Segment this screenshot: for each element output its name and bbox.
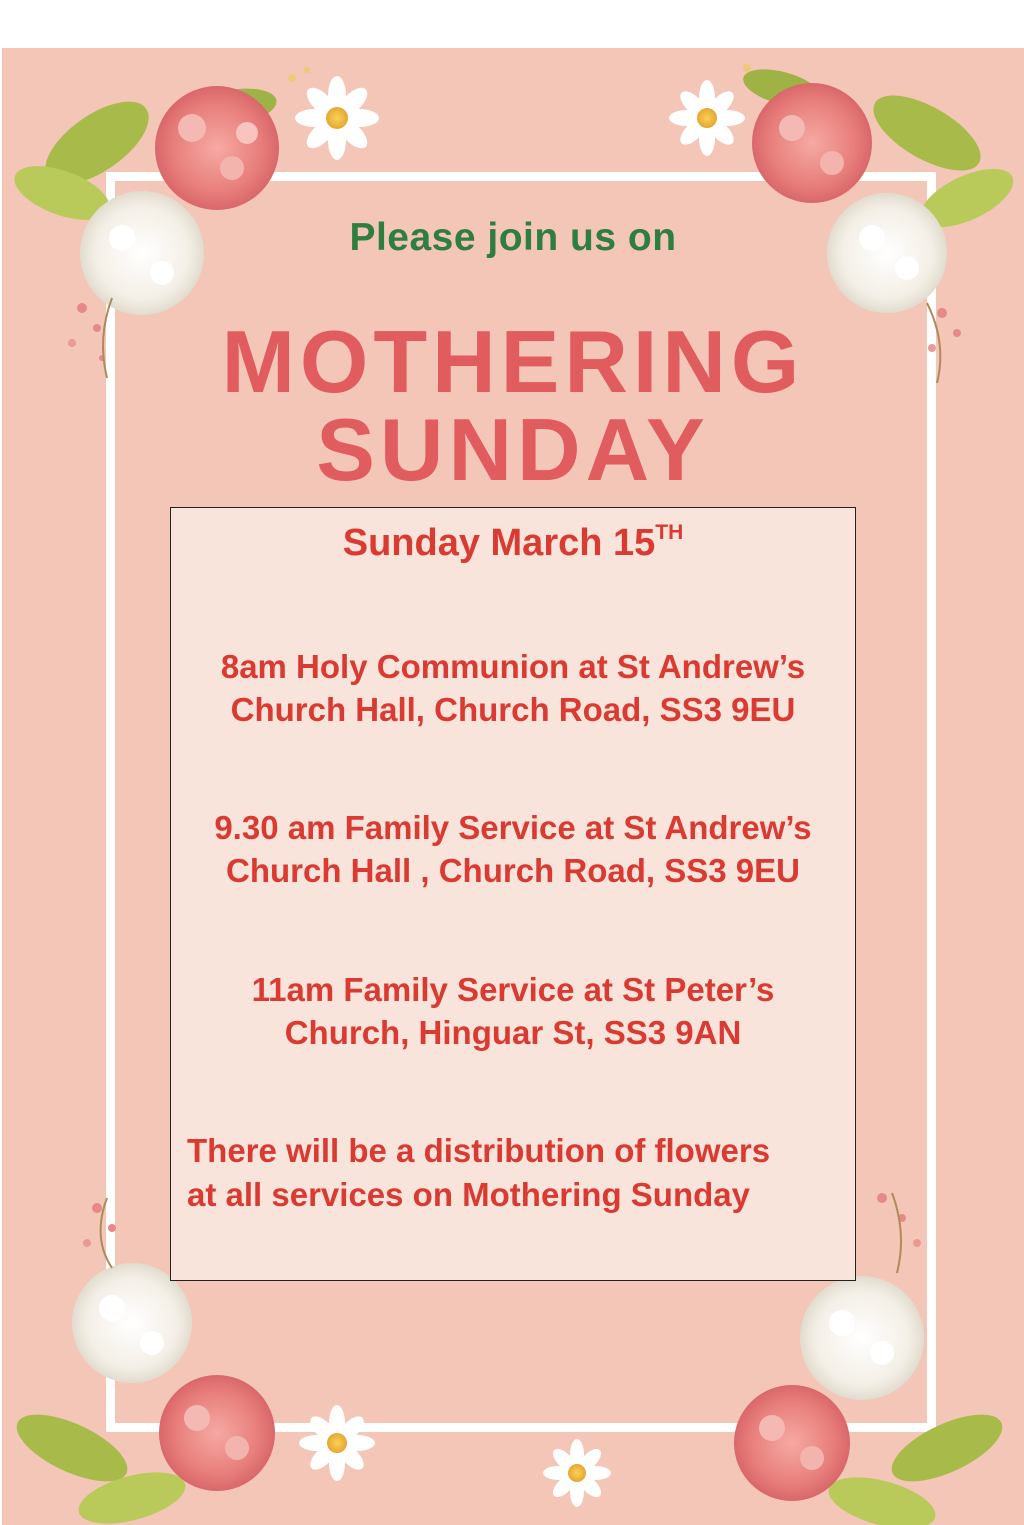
event-date-suffix: TH (655, 521, 684, 544)
service-line: Church, Hinguar St, SS3 9AN (284, 1014, 742, 1051)
service-line: 9.30 am Family Service at St Andrew’s (214, 809, 812, 846)
mothering-sunday-poster (2, 48, 1024, 1525)
service-line: Church Hall, Church Road, SS3 9EU (230, 691, 796, 728)
service-item (171, 645, 855, 731)
service-details-box (170, 507, 856, 1281)
note-line: at all services on Mothering Sunday (187, 1176, 750, 1213)
service-line: 11am Family Service at St Peter’s (251, 971, 775, 1008)
service-item (171, 806, 855, 892)
service-item (171, 968, 855, 1054)
event-date (171, 521, 855, 565)
service-line: Church Hall , Church Road, SS3 9EU (226, 852, 800, 889)
event-title-line-1: MOTHERING (221, 312, 805, 411)
note-line: There will be a distribution of flowers (187, 1132, 771, 1169)
intro-text: Please join us on (349, 216, 677, 259)
service-line: 8am Holy Communion at St Andrew’s (220, 648, 806, 685)
flowers-note (187, 1129, 847, 1217)
event-title-line-2: SUNDAY (316, 400, 710, 499)
event-date-text: Sunday March 15 (342, 522, 656, 564)
